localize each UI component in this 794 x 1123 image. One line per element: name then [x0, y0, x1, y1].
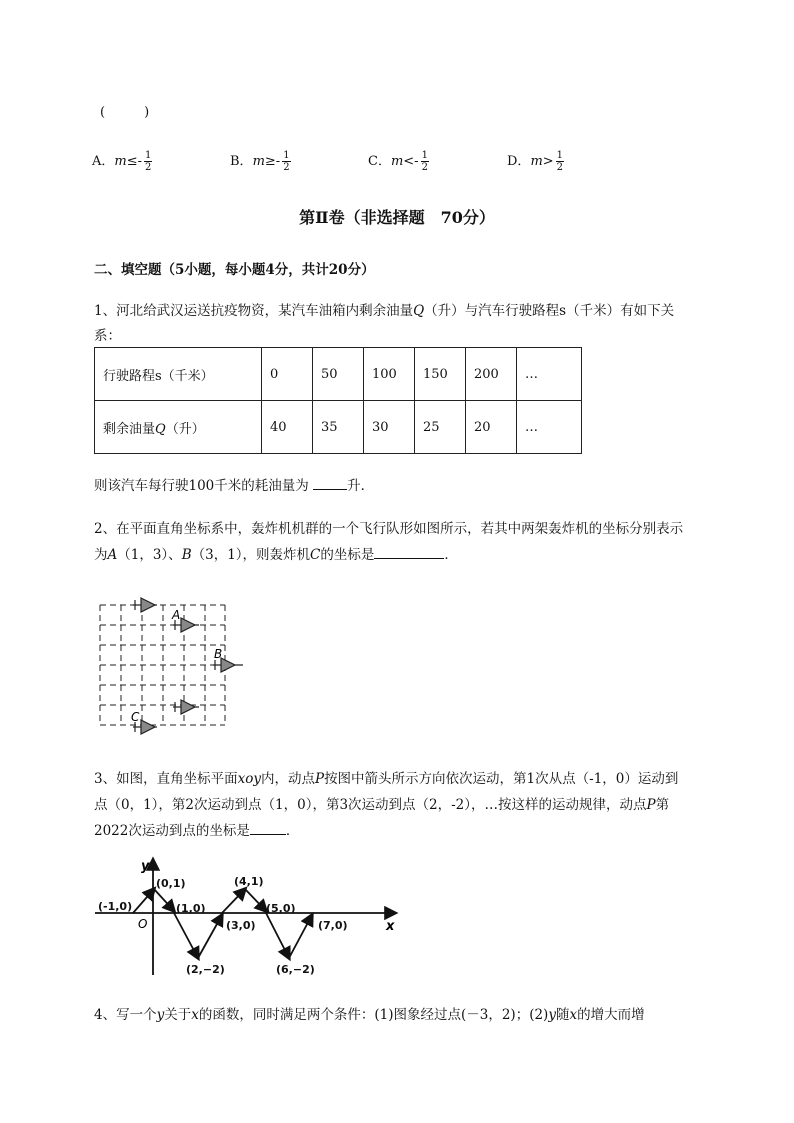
label-b: B: [214, 647, 223, 661]
option-b: [230, 150, 291, 173]
label-var: Q: [155, 421, 166, 437]
point-label: (0,1): [156, 877, 186, 890]
q1-text: 1、河北给武汉运送抗疫物资，某汽车油箱内剩余油量: [94, 303, 414, 319]
q2-text: ．: [444, 547, 458, 563]
option-relation: ≥-: [264, 154, 281, 169]
label-text: （升）: [165, 421, 205, 437]
label-text: 剩余油量: [103, 421, 156, 437]
point-label: (5,0): [266, 902, 296, 915]
q1-line2: 系：: [94, 328, 121, 344]
answer-blank[interactable]: [250, 834, 286, 835]
plane-icon: [133, 598, 157, 612]
x-axis-label: x: [386, 919, 395, 934]
point-label: (6,−2): [276, 963, 315, 976]
fraction-den: 2: [556, 162, 564, 173]
option-letter: D．: [507, 154, 531, 169]
q1-text: 升．: [347, 478, 375, 494]
q1-text: 则该汽车每行驶100千米的耗油量为: [94, 478, 309, 494]
option-relation: ≤-: [126, 154, 143, 169]
zigzag-figure: [90, 855, 410, 980]
q4-var-x: x: [569, 1007, 578, 1023]
q1-var-q: Q: [413, 303, 425, 319]
plane-icons: [133, 598, 243, 734]
answer-blank[interactable]: [374, 558, 444, 559]
q3-text: 3、如图，直角坐标平面: [94, 771, 238, 787]
q4-var-y: y: [548, 1007, 556, 1023]
option-var: m: [390, 154, 404, 169]
table-cell: …: [517, 348, 582, 401]
option-var: m: [114, 154, 127, 169]
y-axis-label: y: [141, 859, 150, 874]
q2-var-a: A: [107, 547, 118, 563]
q3-var-xoy: xoy: [237, 771, 261, 787]
q3-text: 2022次运动到点的坐标是: [94, 823, 250, 839]
q3-text: 第: [655, 797, 670, 813]
q4-text: 随: [555, 1007, 570, 1023]
q3-var-p: P: [646, 797, 656, 813]
q4-text: 4、写一个: [94, 1007, 157, 1023]
fraction-den: 2: [145, 162, 152, 173]
q3-line2: [94, 793, 669, 813]
row-label: [95, 401, 262, 454]
q4-text: 的增大而增: [577, 1007, 645, 1023]
point-label: (3,0): [226, 919, 256, 932]
row-label: 行驶路程s（千米）: [95, 348, 262, 401]
option-d: [507, 150, 564, 173]
table-cell: 40: [262, 401, 313, 454]
table-cell: 20: [466, 401, 517, 454]
q3-text: 内，动点: [260, 771, 315, 787]
q1-line1: [94, 299, 674, 319]
q3-var-p: P: [314, 771, 325, 787]
label-c: C: [131, 710, 140, 724]
q2-line2: [94, 543, 458, 563]
point-label: (7,0): [318, 919, 348, 932]
q1-text: （升）与汽车行驶路程s（千米）有如下关: [424, 303, 675, 319]
q2-text: （3，1），则轰炸机: [191, 547, 311, 563]
q3-line3: [94, 819, 299, 839]
fraction-num: 1: [145, 150, 152, 161]
point-label: (2,−2): [186, 963, 225, 976]
q3-line1: [94, 767, 678, 787]
q3-text: 按图中箭头所示方向依次运动，第1次从点（-1，0）运动到: [324, 771, 679, 787]
table-cell: 0: [262, 348, 313, 401]
option-letter: C．: [368, 154, 391, 169]
plane-icon: [173, 700, 199, 714]
fraction: [144, 150, 152, 173]
fraction: [421, 150, 429, 173]
table-row: [95, 401, 582, 454]
q2-text: （1，3）、: [117, 547, 182, 563]
table-row: [95, 348, 582, 401]
fraction-num: 1: [556, 150, 564, 161]
option-letter: A．: [92, 154, 115, 169]
q3-text: 点（0，1），第2次运动到点（1，0），第3次运动到点（2，-2），…按这样的运动规律，动点: [94, 797, 647, 813]
point-label: (4,1): [234, 875, 264, 888]
answer-blank[interactable]: [313, 489, 347, 490]
option-relation: >: [542, 154, 554, 169]
fraction-num: 1: [283, 150, 290, 161]
table-cell: …: [517, 401, 582, 454]
option-relation: <-: [403, 154, 419, 169]
table-cell: 200: [466, 348, 517, 401]
option-c: [368, 150, 429, 173]
q4-text: 关于: [164, 1007, 192, 1023]
q2-var-c: C: [310, 547, 321, 563]
table-cell: 100: [364, 348, 415, 401]
q2-var-b: B: [181, 547, 192, 563]
option-a: [92, 150, 152, 173]
table-cell: 50: [313, 348, 364, 401]
point-label: (1,0): [176, 902, 206, 915]
q1-table: [94, 347, 582, 454]
fraction-num: 1: [421, 150, 428, 161]
q4-var-x: x: [191, 1007, 199, 1023]
grid-lines: [100, 605, 225, 725]
fraction: [282, 150, 290, 173]
point-label: (-1,0): [98, 900, 133, 913]
fraction-den: 2: [421, 162, 428, 173]
table-cell: 150: [415, 348, 466, 401]
formation-figure: [95, 595, 245, 740]
option-var: m: [530, 154, 543, 169]
label-a: A: [172, 608, 181, 622]
q1-after: [94, 474, 374, 494]
q4-text: 的函数，同时满足两个条件：(1)图象经过点(－3，2)；(2): [198, 1007, 549, 1023]
section-title: 二、填空题（5小题，每小题4分，共计20分）: [94, 262, 375, 278]
q2-text: 的坐标是: [320, 547, 375, 563]
origin-label: O: [138, 917, 148, 931]
q2-text: 为: [94, 547, 108, 563]
table-cell: 35: [313, 401, 364, 454]
fraction-den: 2: [283, 162, 290, 173]
option-letter: B．: [230, 154, 253, 169]
motion-path: [133, 889, 312, 958]
part-title: 第Ⅱ卷（非选择题 70分）: [299, 208, 495, 227]
q4-line1: [94, 1003, 645, 1023]
option-var: m: [252, 154, 265, 169]
answer-bracket: ( ): [100, 105, 150, 120]
table-cell: 25: [415, 401, 466, 454]
q4-var-y: y: [156, 1007, 165, 1023]
q3-text: ．: [285, 823, 300, 839]
q2-line1: 2、在平面直角坐标系中，轰炸机机群的一个飞行队形如图所示，若其中两架轰炸机的坐标分别表示: [94, 521, 684, 537]
table-cell: 30: [364, 401, 415, 454]
fraction: [556, 150, 564, 173]
